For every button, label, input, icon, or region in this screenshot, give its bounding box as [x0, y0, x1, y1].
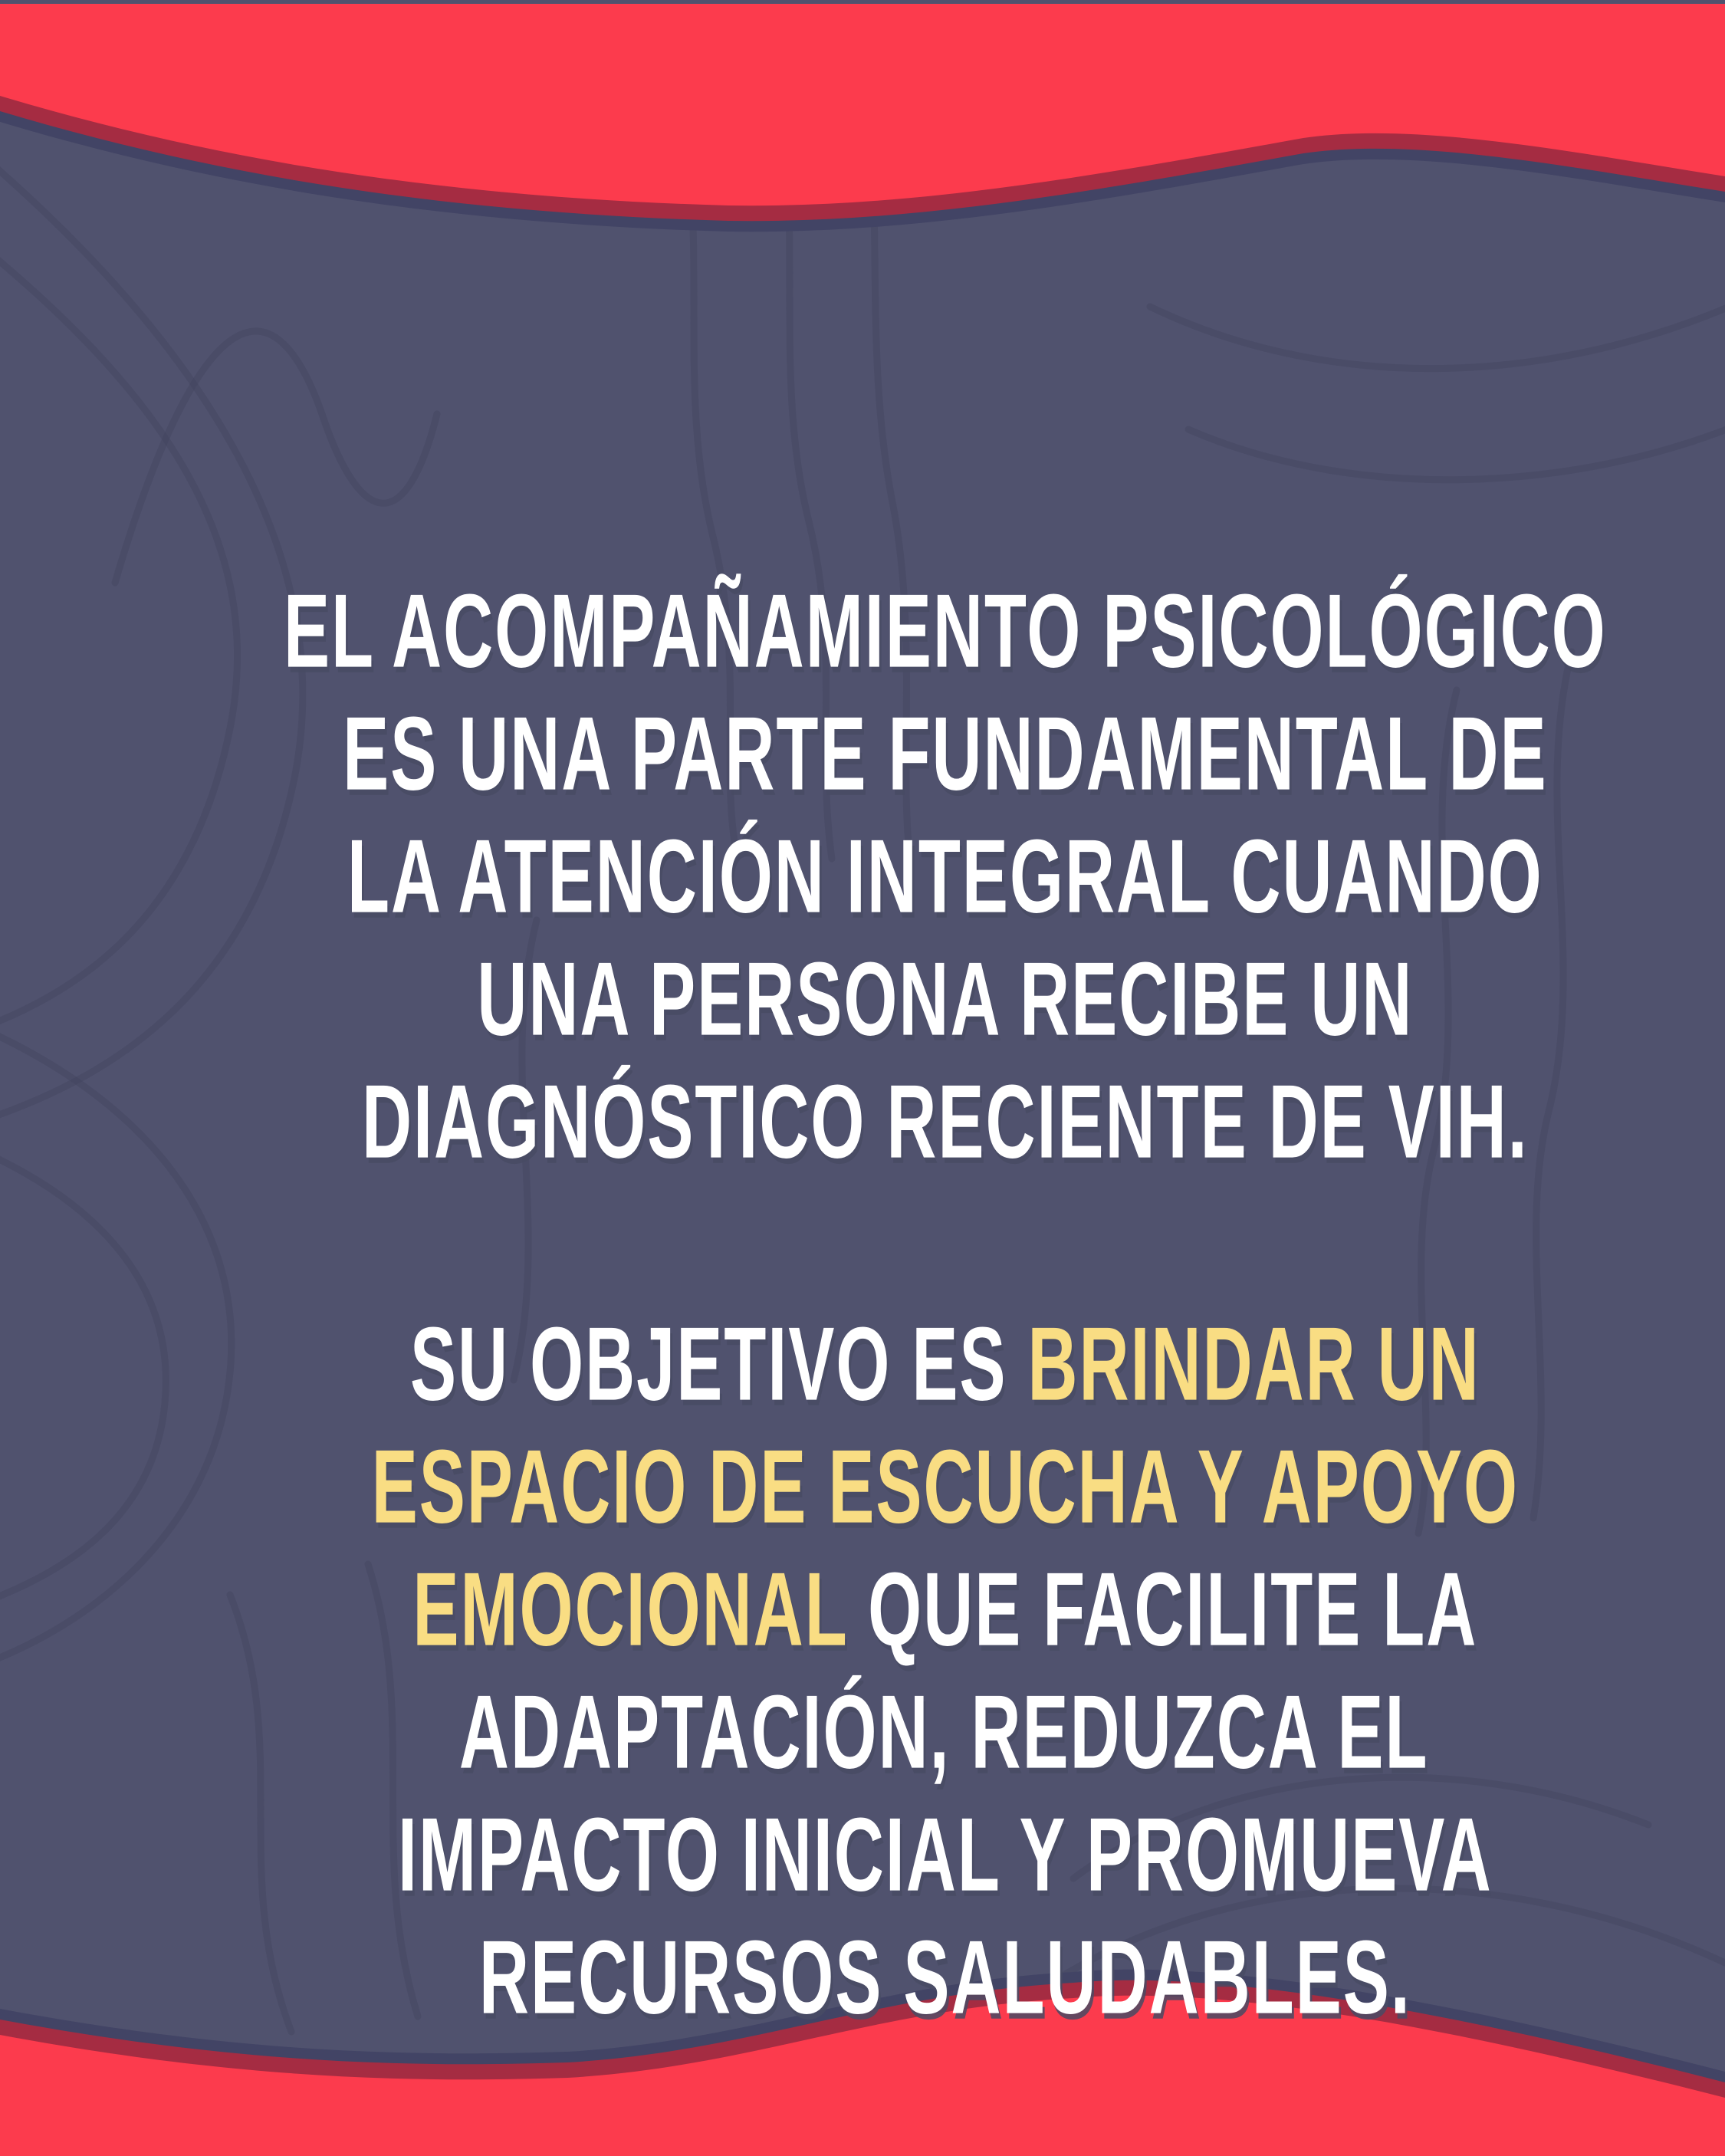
- top-wave: [0, 4, 1725, 232]
- paragraph-intro: [0, 396, 1725, 1181]
- text-segment-highlight: ESPACIO DE ESCUCHA Y APOYO: [371, 1428, 1519, 1546]
- text-segment: LA ATENCIÓN INTEGRAL CUANDO: [347, 818, 1543, 935]
- text-segment: DIAGNÓSTICO RECIENTE DE VIH.: [361, 1063, 1529, 1181]
- text-segment: ES UNA PARTE FUNDAMENTAL DE: [343, 695, 1548, 813]
- pattern-line: [1150, 291, 1725, 369]
- text-segment: UNA PERSONA RECIBE UN: [477, 941, 1414, 1058]
- text-segment: ADAPTACIÓN, REDUZCA EL: [458, 1674, 1429, 1791]
- text-segment: IMPACTO INICIAL Y PROMUEVA: [397, 1796, 1493, 1914]
- text-segment-highlight: EMOCIONAL: [412, 1551, 848, 1668]
- text-segment: QUE FACILITE LA: [847, 1551, 1478, 1668]
- text-line: [52, 1717, 1674, 2036]
- text-segment-highlight: BRINDAR UN: [1027, 1306, 1480, 1423]
- text-segment: RECURSOS SALUDABLES.: [478, 1919, 1411, 2036]
- paragraph-objective: [0, 1129, 1725, 2036]
- text-segment: SU OBJETIVO ES: [409, 1306, 1028, 1423]
- text-segment: EL ACOMPAÑAMIENTO PSICOLÓGICO: [283, 573, 1607, 690]
- text-line: [52, 861, 1674, 1181]
